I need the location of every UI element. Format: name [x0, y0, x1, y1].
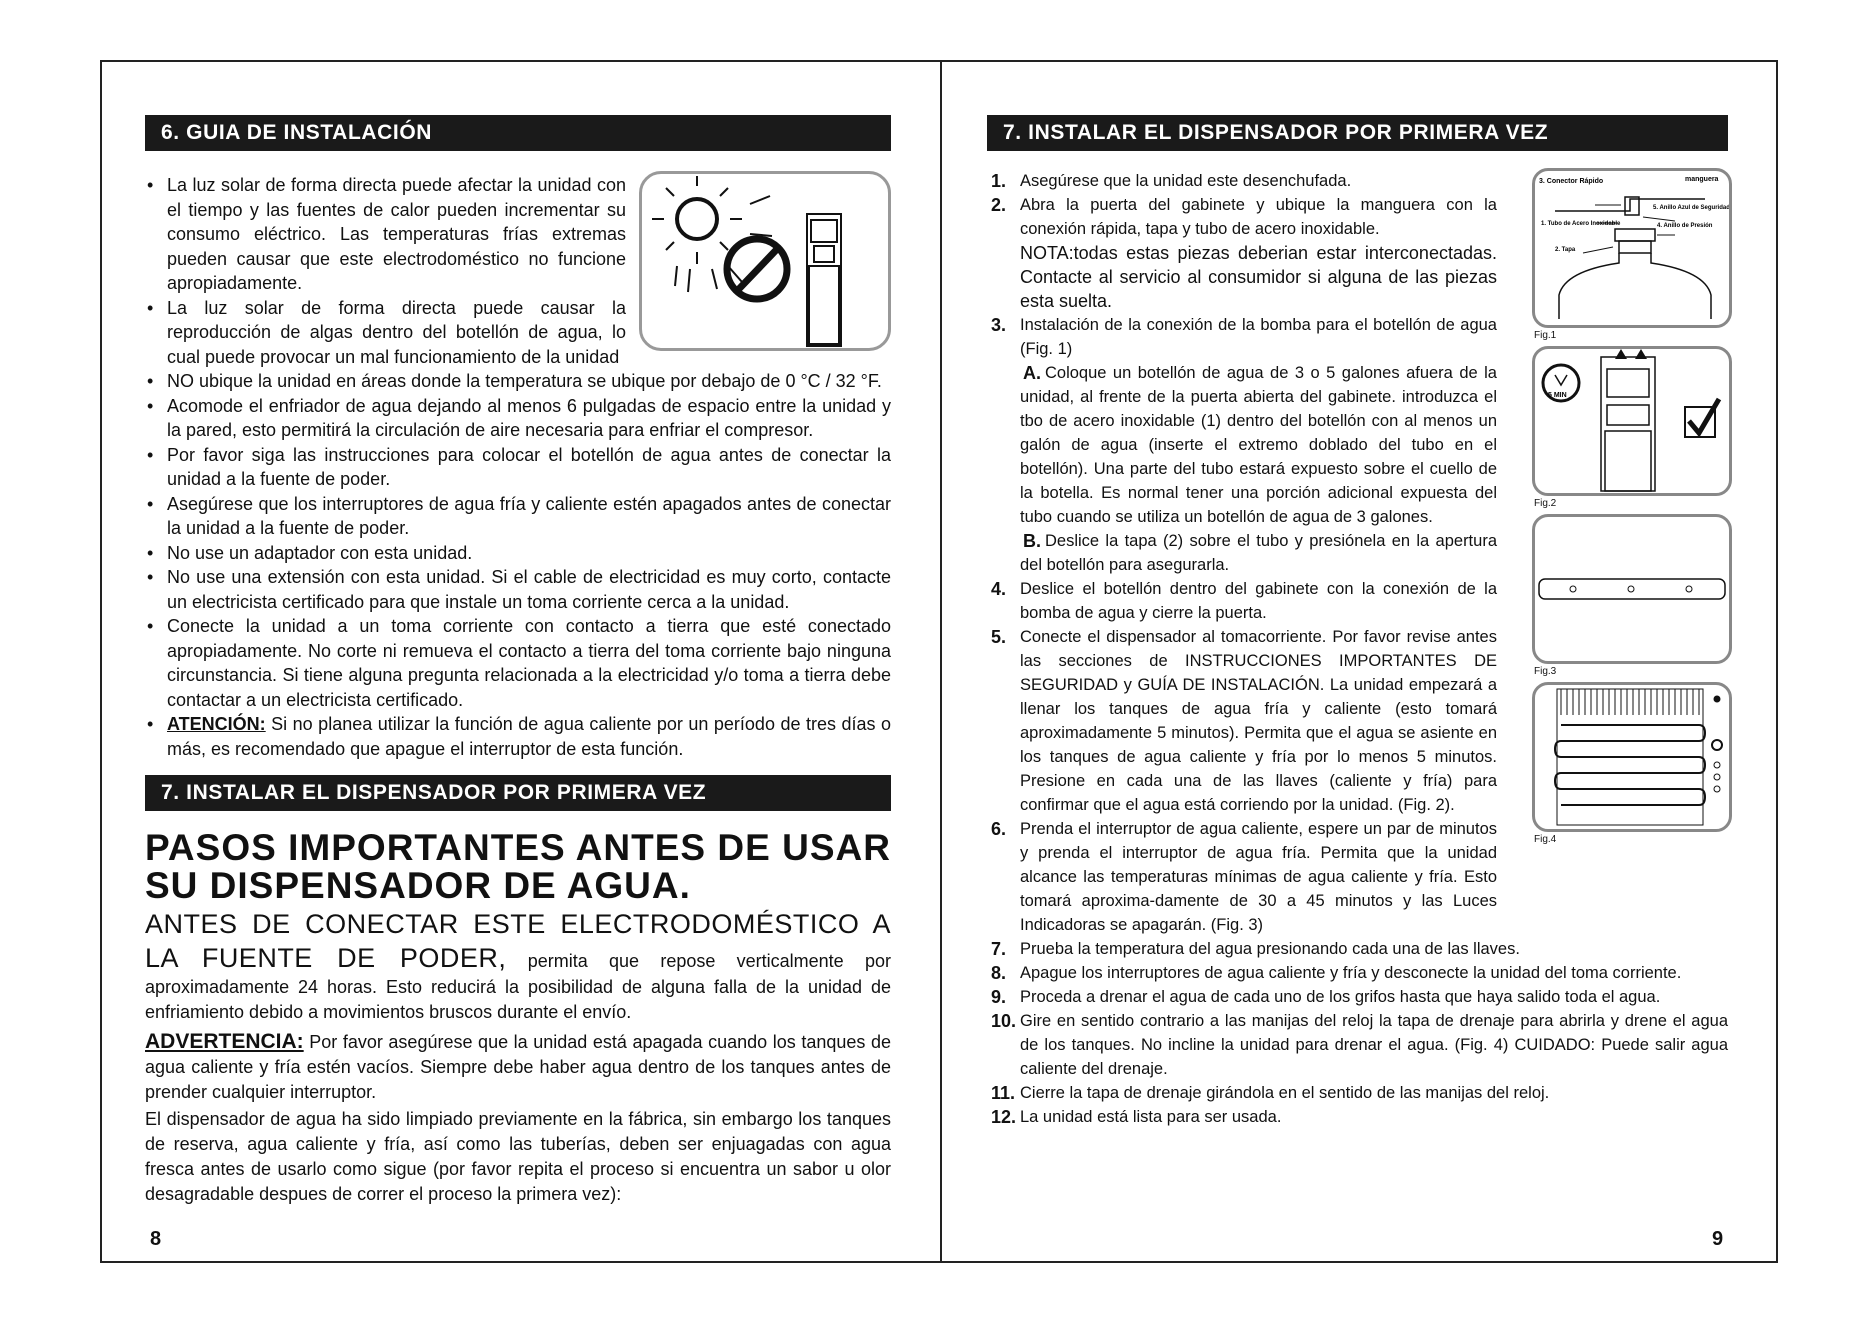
step-text: Deslice el botellón dentro del gabinete con la conexión de la bomba de agua y cierre la puerta.	[1020, 580, 1497, 622]
step-item	[987, 961, 1728, 985]
step-number: 12.	[991, 1107, 1017, 1127]
step-text: La unidad está lista para ser usada.	[1020, 1108, 1282, 1126]
dispenser-test-diagram	[1535, 349, 1729, 493]
list-item: • Conecte la unidad a un toma corriente con contacto a tierra que esté conectado apropiadamente. No corte ni remueva el contacto a tierra del toma corriente bajo ninguna circunstancia. Si tiene alguna pregunta relacionada a la electricidad y/o toma a tierra debe contactar a un electricista certificado.	[145, 614, 891, 712]
step-number: 5.	[991, 627, 1007, 647]
section-7-header-left: 7. INSTALAR EL DISPENSADOR POR PRIMERA VEZ	[145, 775, 891, 811]
cleaning-paragraph: El dispensador de agua ha sido limpiado previamente en la fábrica, sin embargo los tanques de reserva, agua caliente y fría, así como las tuberías, deben ser enjuagadas con agua fresca antes de usarlo como sigue (por favor repita el proceso si encuentra un sabor u olor desagradable despues de correr el proceso la primera vez):	[145, 1109, 891, 1204]
step-item	[987, 577, 1497, 625]
figure-3	[1532, 514, 1732, 664]
step-number: 8.	[991, 963, 1007, 983]
step-text: Conecte el dispensador al tomacorriente. Por favor revise antes las secciones de INSTRUCCIONES IMPORTANTES DE SEGURIDAD y GUÍA DE INSTALACIÓN. La unidad empezará a llenar los tanques de agua fría y caliente (esto tomará aproximadamente 5 minutos). Permita que el agua se asiente en los tanques de agua caliente y fría por lo menos 5 minutos. Presione en cada una de las llaves (caliente y fría) para confirmar que el agua está corriendo por la unidad. (Fig. 2).	[1020, 628, 1497, 814]
step-number: 6.	[991, 819, 1007, 839]
section-6-content	[145, 173, 891, 761]
step-text: Cierre la tapa de drenaje girándola en el sentido de las manijas del reloj.	[1020, 1084, 1550, 1102]
important-steps-heading: PASOS IMPORTANTES ANTES DE USAR SU DISPENSADOR DE AGUA.	[145, 827, 891, 906]
list-item: • Acomode el enfriador de agua dejando al menos 6 pulgadas de espacio entre la unidad y la pared, esto permitirá la circulación de aire necesaria para enfriar el compresor.	[145, 394, 891, 443]
figure-4	[1532, 682, 1732, 832]
list-item: • Asegúrese que los interruptores de agua fría y caliente estén apagados antes de conectar la unidad a la fuente de poder.	[145, 492, 891, 541]
list-item: • NO ubique la unidad en áreas donde la temperatura se ubique por debajo de 0 °C / 32 °F.	[145, 369, 891, 394]
step-item	[987, 313, 1497, 361]
before-connecting-caps: ANTES DE CONECTAR ESTE ELECTRODOMÉSTICO A LA FUENTE DE PODER,	[145, 909, 891, 973]
fig1-label-tube: 1. Tubo de Acero Inoxidable	[1541, 221, 1621, 227]
attention-item	[145, 712, 891, 761]
page-number-right: 9	[1712, 1228, 1724, 1250]
substep-item	[987, 529, 1497, 577]
substep-text: Deslice la tapa (2) sobre el tubo y presiónela en la apertura del botellón para asegurarla.	[1020, 532, 1497, 574]
steps-list-narrow	[987, 169, 1497, 937]
note-item	[987, 241, 1497, 313]
before-connecting-paragraph	[145, 907, 891, 1025]
figure-1	[1532, 168, 1732, 328]
step-text: Gire en sentido contrario a las manijas del reloj la tapa de drenaje para abrirla y drene el agua de los tanques. No incline la unidad para drenar el agua. (Fig. 4) CUIDADO: Puede salir agua caliente del drenaje.	[1020, 1012, 1728, 1078]
step-text: Apague los interruptores de agua caliente y fría y desconecte la unidad del toma corriente.	[1020, 964, 1682, 982]
step-item	[987, 1009, 1728, 1081]
page-divider	[940, 60, 942, 1263]
step-item	[987, 193, 1497, 241]
step-number: 7.	[991, 939, 1007, 959]
substep-letter: A.	[1023, 363, 1041, 383]
fig1-label-pressure-ring: 4. Anillo de Presión	[1657, 223, 1713, 229]
step-number: 3.	[991, 315, 1007, 335]
bottle-connector-diagram	[1535, 171, 1729, 325]
fig1-label-cap: 2. Tapa	[1555, 247, 1576, 253]
step-item	[987, 625, 1497, 817]
sun-prohibited-icon	[642, 174, 888, 348]
fig1-label-blue-ring: 5. Anillo Azul de Seguridad	[1653, 205, 1729, 211]
section-6-header: 6. GUIA DE INSTALACIÓN	[145, 115, 891, 151]
fig2-caption: Fig.2	[1534, 498, 1557, 509]
step-item	[987, 1081, 1728, 1105]
substep-item	[987, 361, 1497, 529]
fig4-caption: Fig.4	[1534, 834, 1557, 845]
step-item	[987, 985, 1728, 1009]
step-text: Proceda a drenar el agua de cada uno de los grifos hasta que haya salido toda el agua.	[1020, 988, 1661, 1006]
list-item: • No use una extensión con esta unidad. Si el cable de electricidad es muy corto, contacte un electricista certificado para que instale un toma corriente cerca a la unidad.	[145, 565, 891, 614]
indicator-lights-diagram	[1535, 517, 1729, 661]
fig3-caption: Fig.3	[1534, 666, 1557, 677]
fig1-label-hose: manguera	[1685, 176, 1719, 183]
list-item: • Por favor siga las instrucciones para colocar el botellón de agua antes de conectar la unidad a la fuente de poder.	[145, 443, 891, 492]
section-7-header-right: 7. INSTALAR EL DISPENSADOR POR PRIMERA VEZ	[987, 115, 1728, 151]
fig1-label-connector: 3. Conector Rápido	[1539, 178, 1604, 185]
page-left	[145, 60, 891, 1207]
list-item: • La luz solar de forma directa puede afectar la unidad con el tiempo y las fuentes de calor pueden incrementar su consumo eléctrico. Las temperaturas frías extremas pueden causar que este electrodoméstico no funcione apropiadamente.	[145, 173, 626, 296]
fig1-caption: Fig.1	[1534, 330, 1557, 341]
step-text: Instalación de la conexión de la bomba para el botellón de agua (Fig. 1)	[1020, 316, 1497, 358]
drain-cap-diagram	[1535, 685, 1729, 829]
step-number: 11.	[991, 1083, 1016, 1103]
warning-text: Por favor asegúrese que la unidad está apagada cuando los tanques de agua caliente y fría estén vacíos. Siempre debe haber agua dentro de los tanques antes de prender cualquier interruptor.	[145, 1032, 891, 1102]
steps-list-wide	[987, 937, 1728, 1129]
step-number: 4.	[991, 579, 1007, 599]
before-connecting-text: permita que repose verticalmente por aproximadamente 24 horas. Esto reducirá la posibilidad de alguna falla de la unidad de enfriamiento debido a movimientos bruscos durante el envío.	[145, 951, 891, 1022]
step-number: 10.	[991, 1011, 1017, 1031]
note-text: NOTA:todas estas piezas deberian estar interconectadas. Contacte al servicio al consumidor si alguna de las piezas esta suelta.	[1020, 243, 1497, 311]
step-number: 2.	[991, 195, 1007, 215]
warning-paragraph	[145, 1029, 891, 1105]
attention-label: ATENCIÓN:	[167, 714, 266, 734]
attention-text: Si no planea utilizar la función de agua caliente por un período de tres días o más, es recomendado que apague el interruptor de esta función.	[167, 714, 891, 759]
step-text: Abra la puerta del gabinete y ubique la manguera con la conexión rápida, tapa y tubo de acero inoxidable.	[1020, 196, 1497, 238]
list-item: • No use un adaptador con esta unidad.	[145, 541, 891, 566]
step-item	[987, 817, 1497, 937]
fig2-timer: 5 MIN	[1548, 392, 1567, 399]
substep-text: Coloque un botellón de agua de 3 o 5 galones afuera de la unidad, al frente de la puerta abierta del gabinete. introduzca el tbo de acero inoxidable (1) dentro del botellón con al menos un galón de agua (inserte el extremo doblado del tubo en el botellón). Una parte del tubo estará expuesto sobre el cuello de la botella. Es normal tener una porción adicional expuesta del tubo cuando se utiliza un botellón de agua de 3 galones.	[1020, 364, 1497, 526]
step-item	[987, 1105, 1728, 1129]
step-text: Prenda el interruptor de agua caliente, espere un par de minutos y prenda el interruptor de agua fría. Permita que la unidad alcance las temperaturas mínimas de agua caliente y fría. Esto tomará aproxima-damente de 30 a 45 minutos y las Luces Indicadoras se apagarán. (Fig. 3)	[1020, 820, 1497, 934]
step-text: Prueba la temperatura del agua presionando cada una de las llaves.	[1020, 940, 1520, 958]
step-number: 9.	[991, 987, 1007, 1007]
step-item	[987, 169, 1497, 193]
substep-letter: B.	[1023, 531, 1041, 551]
no-direct-sunlight-figure	[639, 171, 891, 351]
step-number: 1.	[991, 171, 1007, 191]
step-item	[987, 937, 1728, 961]
list-item: • La luz solar de forma directa puede causar la reproducción de algas dentro del botellón de agua, lo cual puede provocar un mal funcionamiento de la unidad	[145, 296, 626, 370]
step-text: Asegúrese que la unidad este desenchufada.	[1020, 172, 1352, 190]
page-number-left: 8	[150, 1228, 162, 1250]
warning-label: ADVERTENCIA:	[145, 1030, 304, 1053]
figure-2	[1532, 346, 1732, 496]
